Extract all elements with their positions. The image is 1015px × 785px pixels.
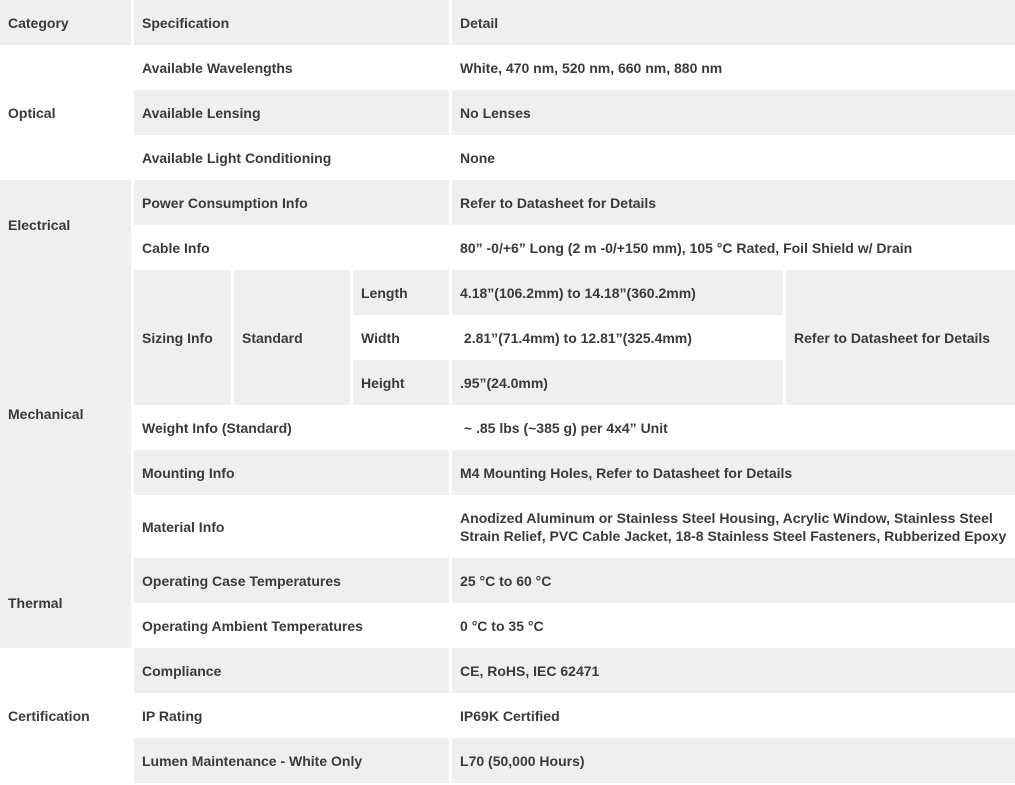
table-row — [0, 738, 1015, 783]
spec-detail: 25 °C to 60 °C — [452, 558, 1015, 603]
table-row — [0, 135, 1015, 180]
table-row — [0, 603, 1015, 648]
spec-label: Available Light Conditioning — [134, 135, 449, 180]
category-electrical: Electrical — [0, 180, 131, 270]
length-label: Length — [353, 270, 449, 315]
table-row — [0, 270, 1015, 315]
spec-detail: 0 °C to 35 °C — [452, 603, 1015, 648]
header-category: Category — [0, 0, 131, 45]
spec-detail: ~ .85 lbs (~385 g) per 4x4” Unit — [452, 405, 1015, 450]
category-optical: Optical — [0, 45, 131, 180]
standard-label: Standard — [234, 270, 350, 405]
table-row — [0, 180, 1015, 225]
height-label: Height — [353, 360, 449, 405]
spec-label: Power Consumption Info — [134, 180, 449, 225]
spec-label: Mounting Info — [134, 450, 449, 495]
spec-detail: 80” -0/+6” Long (2 m -0/+150 mm), 105 °C Rated, Foil Shield w/ Drain — [452, 225, 1015, 270]
spec-detail: CE, RoHS, IEC 62471 — [452, 648, 1015, 693]
spec-detail: Refer to Datasheet for Details — [452, 180, 1015, 225]
material-line: Strain Relief, PVC Cable Jacket, 18-8 Stainless Steel Fasteners, Rubberized Epoxy — [460, 527, 1007, 544]
length-value: 4.18”(106.2mm) to 14.18”(360.2mm) — [452, 270, 783, 315]
table-row — [0, 450, 1015, 495]
spec-detail: L70 (50,000 Hours) — [452, 738, 1015, 783]
width-label: Width — [353, 315, 449, 360]
height-value: .95”(24.0mm) — [452, 360, 783, 405]
header-specification: Specification — [134, 0, 449, 45]
spec-label: Cable Info — [134, 225, 449, 270]
spec-label: Available Lensing — [134, 90, 449, 135]
header-detail: Detail — [452, 0, 1015, 45]
spec-detail: IP69K Certified — [452, 693, 1015, 738]
width-value: 2.81”(71.4mm) to 12.81”(325.4mm) — [452, 315, 783, 360]
category-mechanical: Mechanical — [0, 270, 131, 558]
spec-label: Weight Info (Standard) — [134, 405, 449, 450]
spec-label: Compliance — [134, 648, 449, 693]
category-certification: Certification — [0, 648, 131, 783]
spec-label: Lumen Maintenance - White Only — [134, 738, 449, 783]
table-row — [0, 225, 1015, 270]
table-row — [0, 693, 1015, 738]
spec-label: Available Wavelengths — [134, 45, 449, 90]
spec-label: Operating Case Temperatures — [134, 558, 449, 603]
category-thermal: Thermal — [0, 558, 131, 648]
sizing-note: Refer to Datasheet for Details — [786, 270, 1015, 405]
table-row — [0, 45, 1015, 90]
material-line: Anodized Aluminum or Stainless Steel Housing, Acrylic Window, Stainless Steel — [460, 509, 993, 526]
spec-label: Material Info — [134, 495, 449, 558]
spec-detail: M4 Mounting Holes, Refer to Datasheet for Details — [452, 450, 1015, 495]
spec-label: Operating Ambient Temperatures — [134, 603, 449, 648]
table-row — [0, 558, 1015, 603]
table-row — [0, 405, 1015, 450]
spec-detail — [452, 495, 1015, 558]
spec-detail: No Lenses — [452, 90, 1015, 135]
table-row — [0, 90, 1015, 135]
spec-label: IP Rating — [134, 693, 449, 738]
spec-detail: None — [452, 135, 1015, 180]
table-row — [0, 495, 1015, 558]
table-row — [0, 648, 1015, 693]
sizing-label: Sizing Info — [134, 270, 231, 405]
spec-detail: White, 470 nm, 520 nm, 660 nm, 880 nm — [452, 45, 1015, 90]
header-row — [0, 0, 1015, 45]
